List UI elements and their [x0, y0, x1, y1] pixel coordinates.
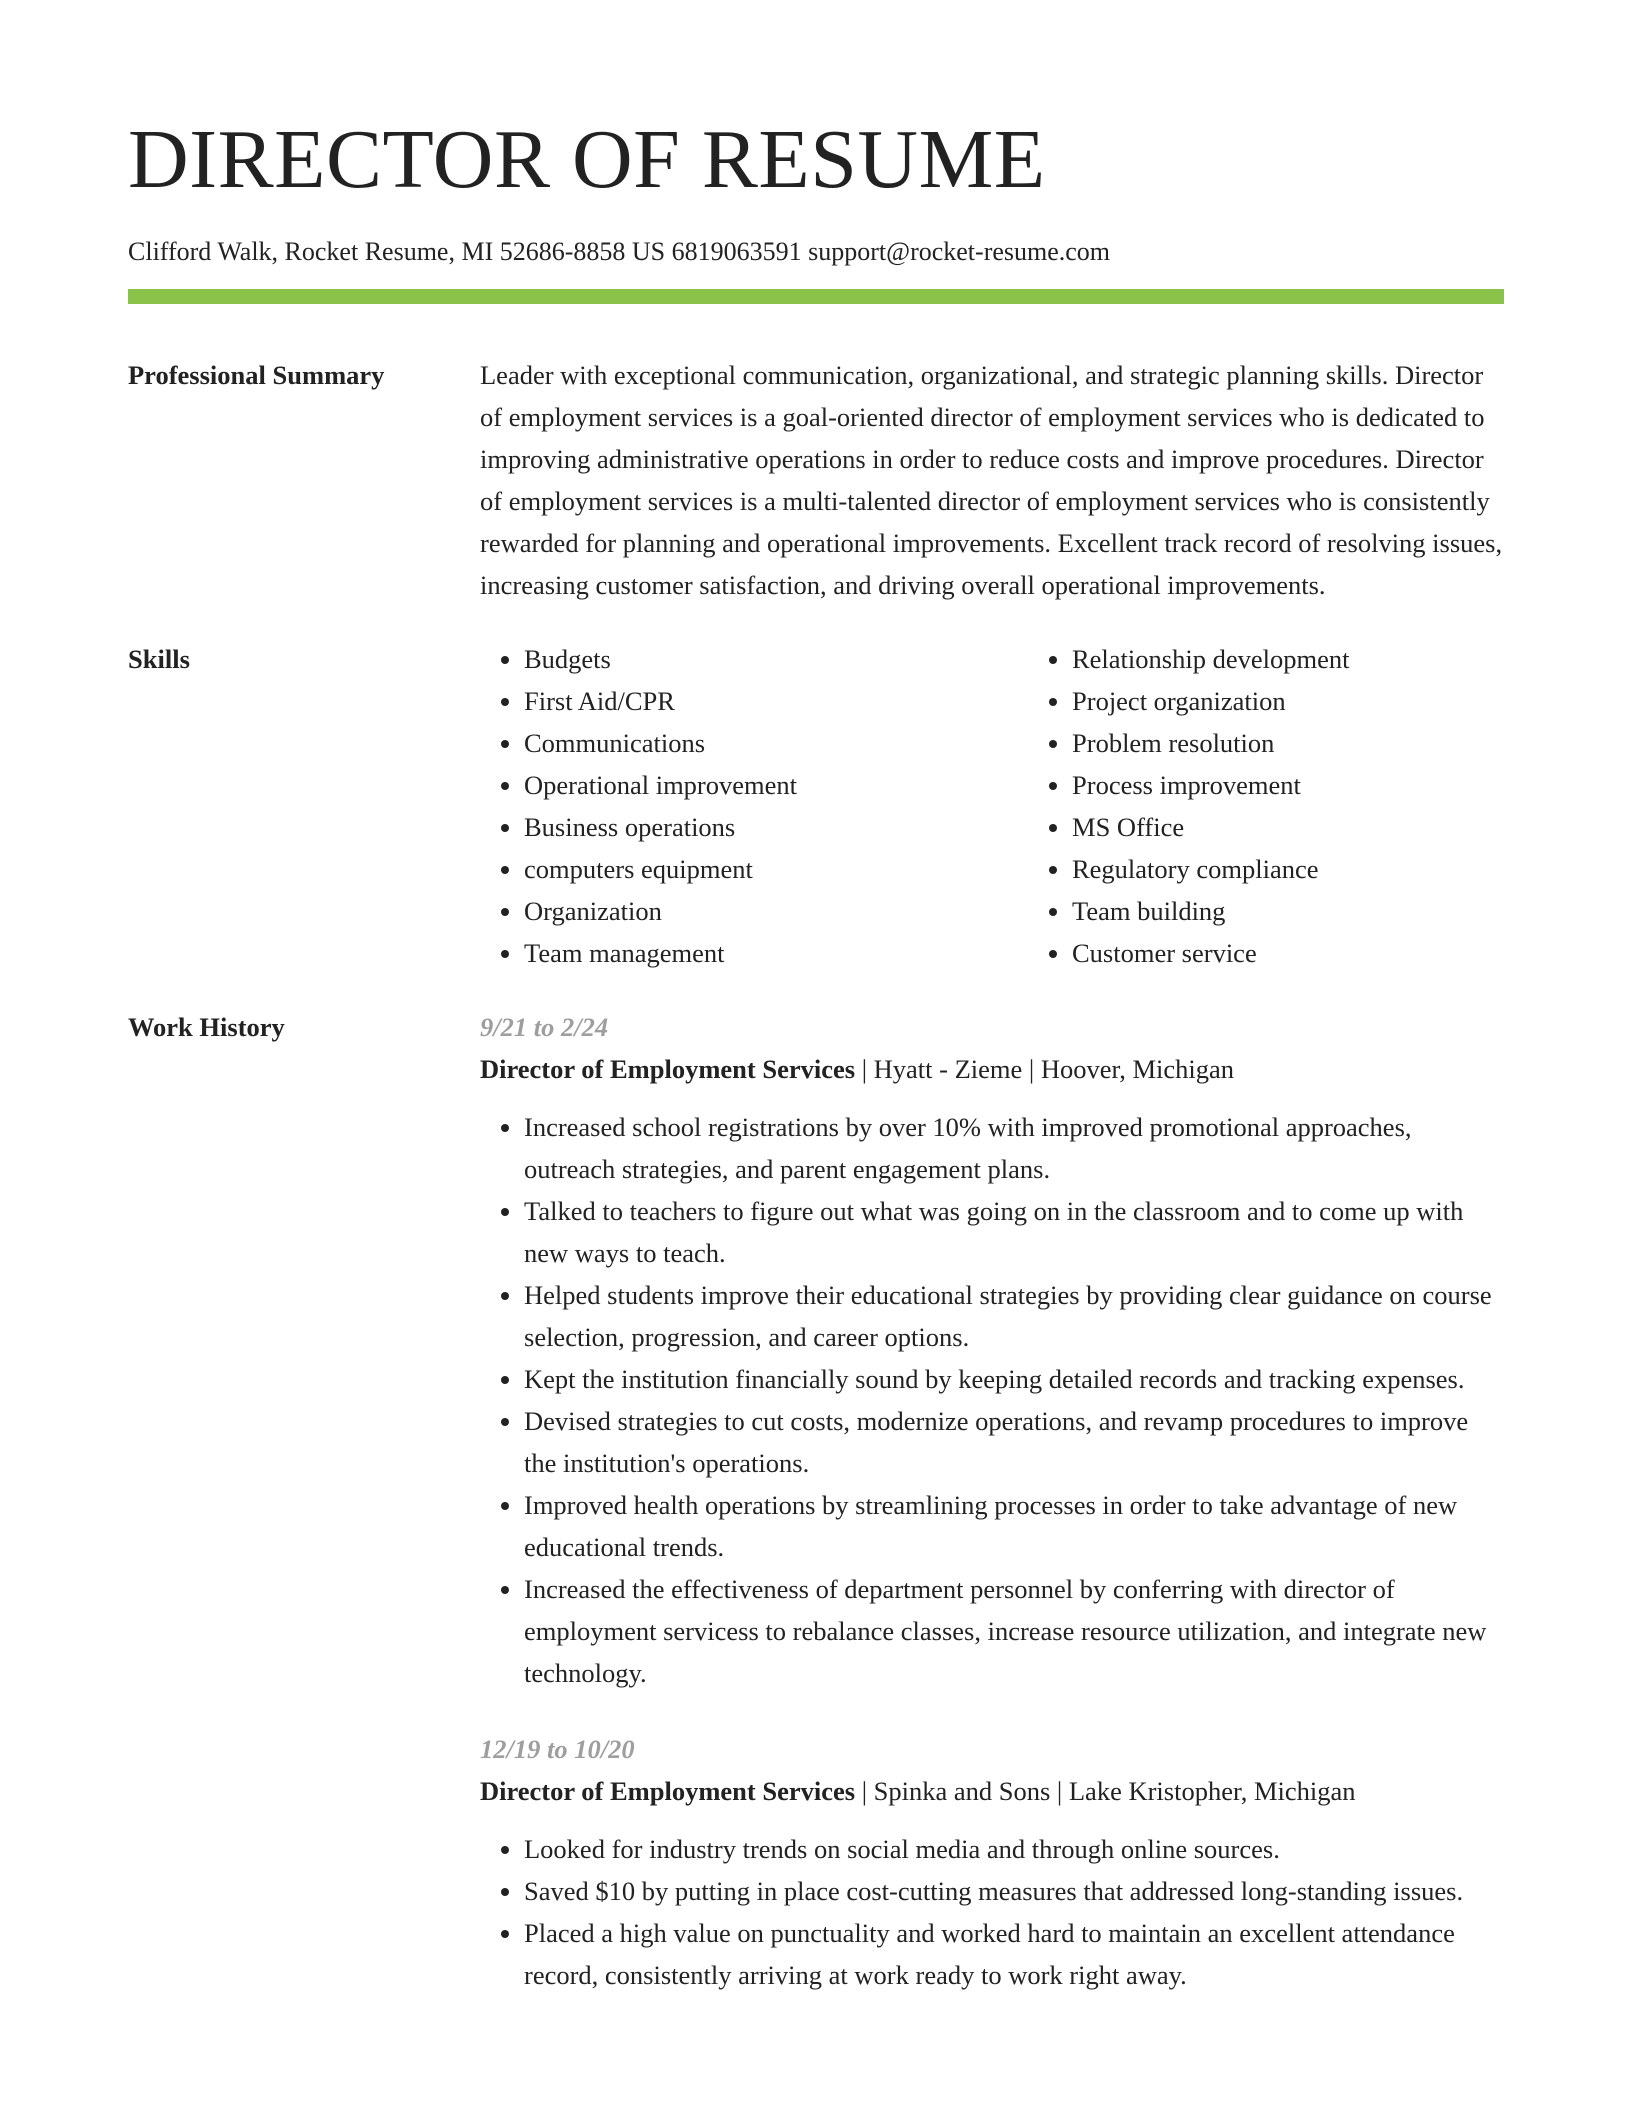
skill-item: • Communications	[524, 722, 1028, 764]
job-bullet: • Increased school registrations by over 10% with improved promotional approaches, outreach strategies, and parent engagement plans.	[524, 1106, 1504, 1190]
contact-line: Clifford Walk, Rocket Resume, MI 52686-8858 US 6819063591 support@rocket-resume.com	[128, 237, 1111, 266]
skill-item: • MS Office	[1072, 806, 1576, 848]
job-bullet: • Kept the institution financially sound by keeping detailed records and tracking expenses.	[524, 1358, 1504, 1400]
skill-item: • Organization	[524, 890, 1028, 932]
skills-list-left	[480, 638, 1028, 974]
job-entry	[480, 1006, 1504, 1694]
skill-item: • Process improvement	[1072, 764, 1576, 806]
job-bullet: • Devised strategies to cut costs, modernize operations, and revamp procedures to improve the institution's operations.	[524, 1400, 1504, 1484]
job-details: | Spinka and Sons | Lake Kristopher, Michigan	[855, 1776, 1356, 1807]
summary-text: Leader with exceptional communication, organizational, and strategic planning skills. Director of employment services is a goal-oriented director of employment services who is dedicated to improving administrative operations in order to reduce costs and improve procedures. Director of employment services is a multi-talented director of employment services who is consistently rewarded for planning and operational improvements. Excellent track record of resolving issues, increasing customer satisfaction, and driving overall operational improvements.	[480, 360, 1503, 601]
job-bullet: • Increased the effectiveness of department personnel by conferring with director of employment servicess to rebalance classes, increase resource utilization, and integrate new technology.	[524, 1568, 1504, 1694]
skill-item: • Relationship development	[1072, 638, 1576, 680]
job-heading	[480, 1770, 1504, 1812]
skills-section	[128, 638, 1504, 974]
accent-divider	[128, 289, 1504, 304]
skills-list-right	[1028, 638, 1576, 974]
skill-item: • computers equipment	[524, 848, 1028, 890]
skills-heading: Skills	[128, 644, 190, 675]
skills-columns	[480, 638, 1576, 974]
summary-section	[128, 354, 1504, 606]
skill-item: • Project organization	[1072, 680, 1576, 722]
skill-item: • Operational improvement	[524, 764, 1028, 806]
skill-item: • Regulatory compliance	[1072, 848, 1576, 890]
job-bullet: • Improved health operations by streamlining processes in order to take advantage of new educational trends.	[524, 1484, 1504, 1568]
job-details: | Hyatt - Zieme | Hoover, Michigan	[855, 1054, 1235, 1085]
job-title: Director of Employment Services	[480, 1776, 856, 1807]
skill-item: • Team management	[524, 932, 1028, 974]
job-heading	[480, 1048, 1504, 1090]
skill-item: • Business operations	[524, 806, 1028, 848]
job-bullet-list	[480, 1828, 1504, 1996]
skill-item: • Customer service	[1072, 932, 1576, 974]
skill-item: • Problem resolution	[1072, 722, 1576, 764]
resume-name: DIRECTOR OF RESUME	[128, 113, 1046, 206]
work-history-heading: Work History	[128, 1012, 285, 1043]
skill-item: • Team building	[1072, 890, 1576, 932]
work-history-section	[128, 1006, 1504, 1996]
job-dates: 9/21 to 2/24	[480, 1012, 609, 1043]
job-dates: 12/19 to 10/20	[480, 1734, 635, 1765]
job-entry	[480, 1728, 1504, 1996]
job-bullet: • Saved $10 by putting in place cost-cutting measures that addressed long-standing issues.	[524, 1870, 1504, 1912]
job-bullet-list	[480, 1106, 1504, 1694]
skill-item: • First Aid/CPR	[524, 680, 1028, 722]
work-history-body	[480, 1006, 1504, 1996]
job-bullet: • Talked to teachers to figure out what was going on in the classroom and to come up with new ways to teach.	[524, 1190, 1504, 1274]
summary-heading: Professional Summary	[128, 360, 385, 391]
job-bullet: • Looked for industry trends on social media and through online sources.	[524, 1828, 1504, 1870]
skill-item: • Budgets	[524, 638, 1028, 680]
job-title: Director of Employment Services	[480, 1054, 856, 1085]
job-bullet: • Placed a high value on punctuality and worked hard to maintain an excellent attendance record, consistently arriving at work ready to work right away.	[524, 1912, 1504, 1996]
job-bullet: • Helped students improve their educational strategies by providing clear guidance on course selection, progression, and career options.	[524, 1274, 1504, 1358]
